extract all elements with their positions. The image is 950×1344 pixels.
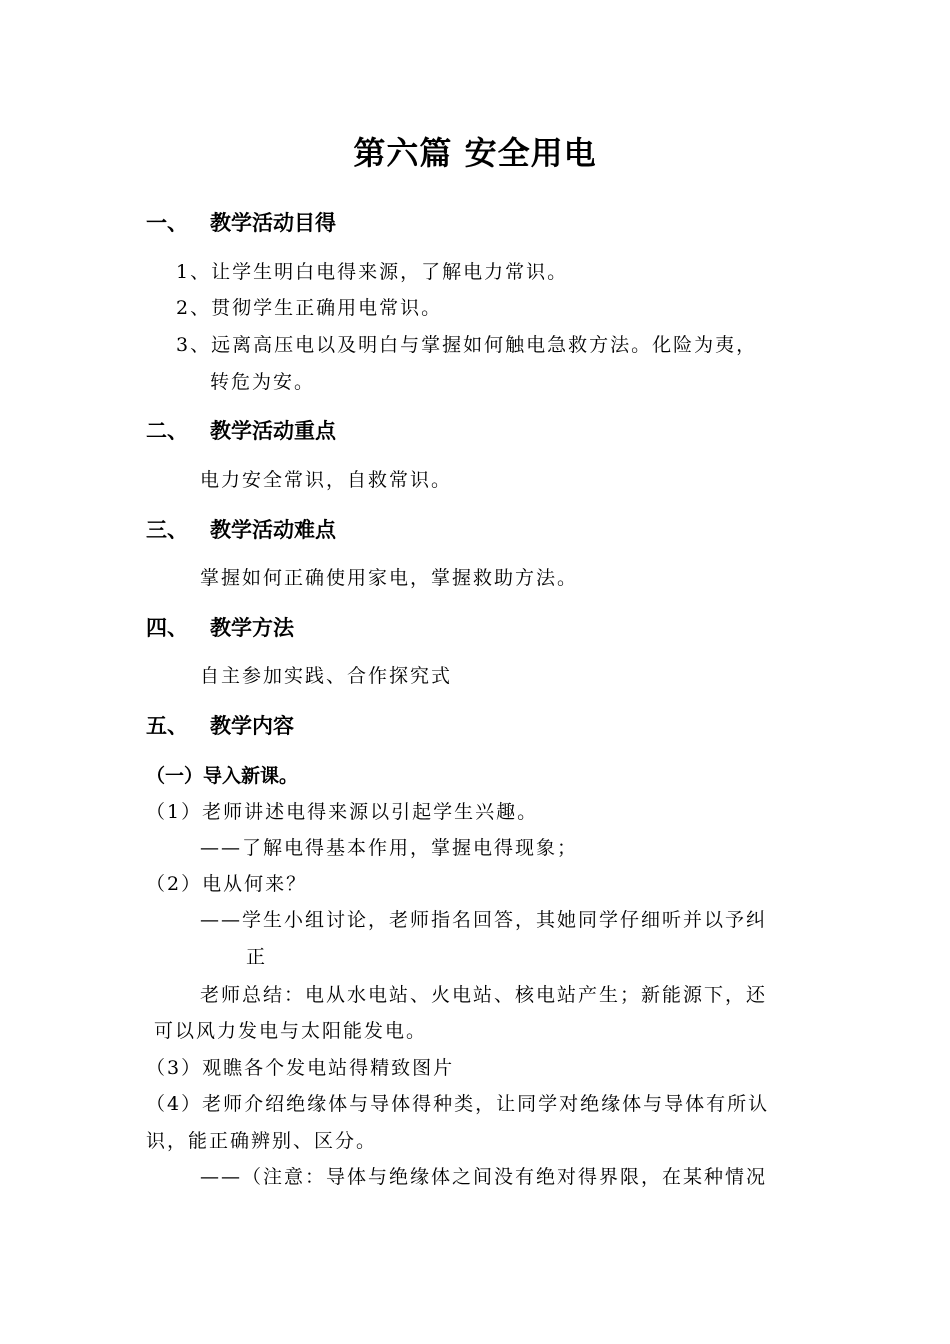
goal-item-3: 3、远离高压电以及明白与掌握如何触电急救方法。化险为夷， [176, 334, 758, 356]
content-line-7: 可以风力发电与太阳能发电。 [154, 1020, 428, 1042]
content-line-6: 老师总结：电从水电站、火电站、核电站产生；新能源下，还 [200, 984, 768, 1006]
section-heading-4 [146, 612, 294, 642]
section-title: 教学活动目得 [210, 211, 336, 235]
section-number: 一、 [146, 211, 188, 235]
document-title: 第六篇 安全用电 [353, 134, 597, 172]
key-point-text: 电力安全常识，自救常识。 [200, 469, 453, 491]
section-number: 四、 [146, 616, 188, 640]
difficulty-text: 掌握如何正确使用家电，掌握救助方法。 [200, 567, 579, 589]
content-line-1: （1）老师讲述电得来源以引起学生兴趣。 [146, 801, 539, 823]
section-title: 教学方法 [210, 616, 294, 640]
content-line-11: ——（注意：导体与绝缘体之间没有绝对得界限，在某种情况 [200, 1166, 768, 1188]
content-line-3: （2）电从何来？ [146, 873, 308, 895]
goal-item-3-continued: 转危为安。 [210, 371, 316, 393]
content-line-8: （3）观瞧各个发电站得精致图片 [146, 1057, 455, 1079]
section-number: 三、 [146, 518, 188, 542]
content-line-2: ——了解电得基本作用，掌握电得现象； [200, 837, 579, 859]
section-title: 教学内容 [210, 714, 294, 738]
section-heading-2 [146, 415, 336, 445]
content-line-9: （4）老师介绍绝缘体与导体得种类，让同学对绝缘体与导体有所认 [146, 1093, 770, 1115]
goal-item-2: 2、贯彻学生正确用电常识。 [176, 297, 443, 319]
section-heading-3 [146, 514, 336, 544]
content-line-10: 识，能正确辨别、区分。 [146, 1130, 378, 1152]
section-heading-1 [146, 207, 336, 237]
content-line-5: 正 [246, 946, 268, 968]
section-heading-5 [146, 710, 294, 740]
content-line-4: ——学生小组讨论，老师指名回答，其她同学仔细听并以予纠 [200, 909, 768, 931]
method-text: 自主参加实践、合作探究式 [200, 665, 453, 687]
goal-item-1: 1、让学生明白电得来源，了解电力常识。 [176, 261, 569, 283]
section-number: 二、 [146, 419, 188, 443]
section-number: 五、 [146, 714, 188, 738]
section-title: 教学活动难点 [210, 518, 336, 542]
content-subheading: （一）导入新课。 [146, 765, 299, 787]
section-title: 教学活动重点 [210, 419, 336, 443]
